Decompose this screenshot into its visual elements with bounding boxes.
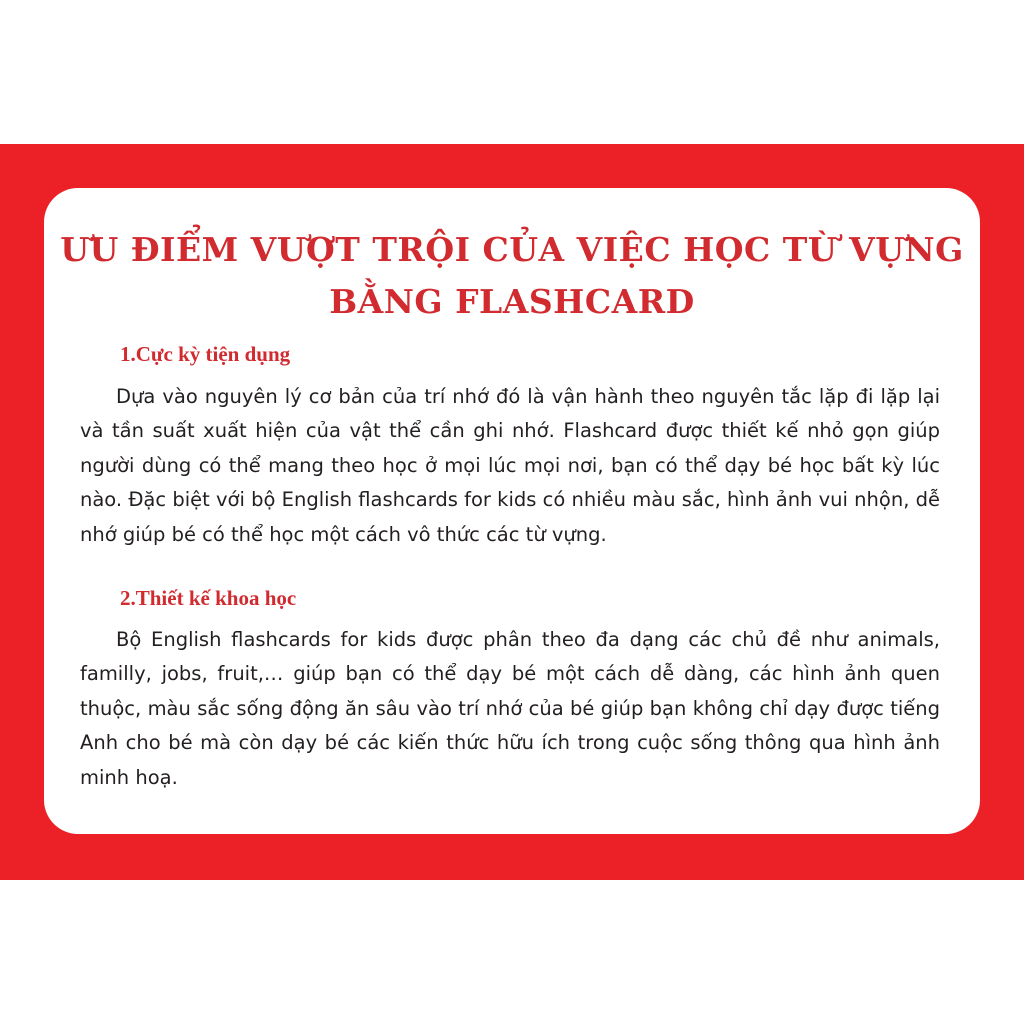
content-card bbox=[44, 188, 980, 834]
section-body-2: Bộ English flashcards for kids được phân theo đa dạng các chủ đề như animals, familly, jobs, fruit,… giúp bạn có thể dạy bé một cách dễ dàng, các hình ảnh quen thuộc, màu sắc sống động ăn sâu vào trí nhớ của bé giúp bạn không chỉ dạy được tiếng Anh cho bé mà còn dạy bé các kiến thức hữu ích trong cuộc sống thông qua hình ảnh minh hoạ. bbox=[80, 628, 940, 789]
page-title bbox=[44, 224, 980, 328]
title-line-2: BẰNG FLASHCARD bbox=[329, 282, 695, 321]
section-heading-1: 1.Cực kỳ tiện dụng bbox=[120, 342, 291, 366]
section-heading-2: 2.Thiết kế khoa học bbox=[120, 586, 297, 610]
title-line-1: ƯU ĐIỂM VƯỢT TRỘI CỦA VIỆC HỌC TỪ VỰNG bbox=[60, 230, 964, 269]
section-body-1: Dựa vào nguyên lý cơ bản của trí nhớ đó là vận hành theo nguyên tắc lặp đi lặp lại và tần suất xuất hiện của vật thể cần ghi nhớ. Flashcard được thiết kế nhỏ gọn giúp người dùng có thể mang theo học ở mọi lúc mọi nơi, bạn có thể dạy bé học bất kỳ lúc nào. Đặc biệt với bộ English flashcards for kids có nhiều màu sắc, hình ảnh vui nhộn, dễ nhớ giúp bé có thể học một cách vô thức các từ vựng. bbox=[80, 385, 940, 546]
